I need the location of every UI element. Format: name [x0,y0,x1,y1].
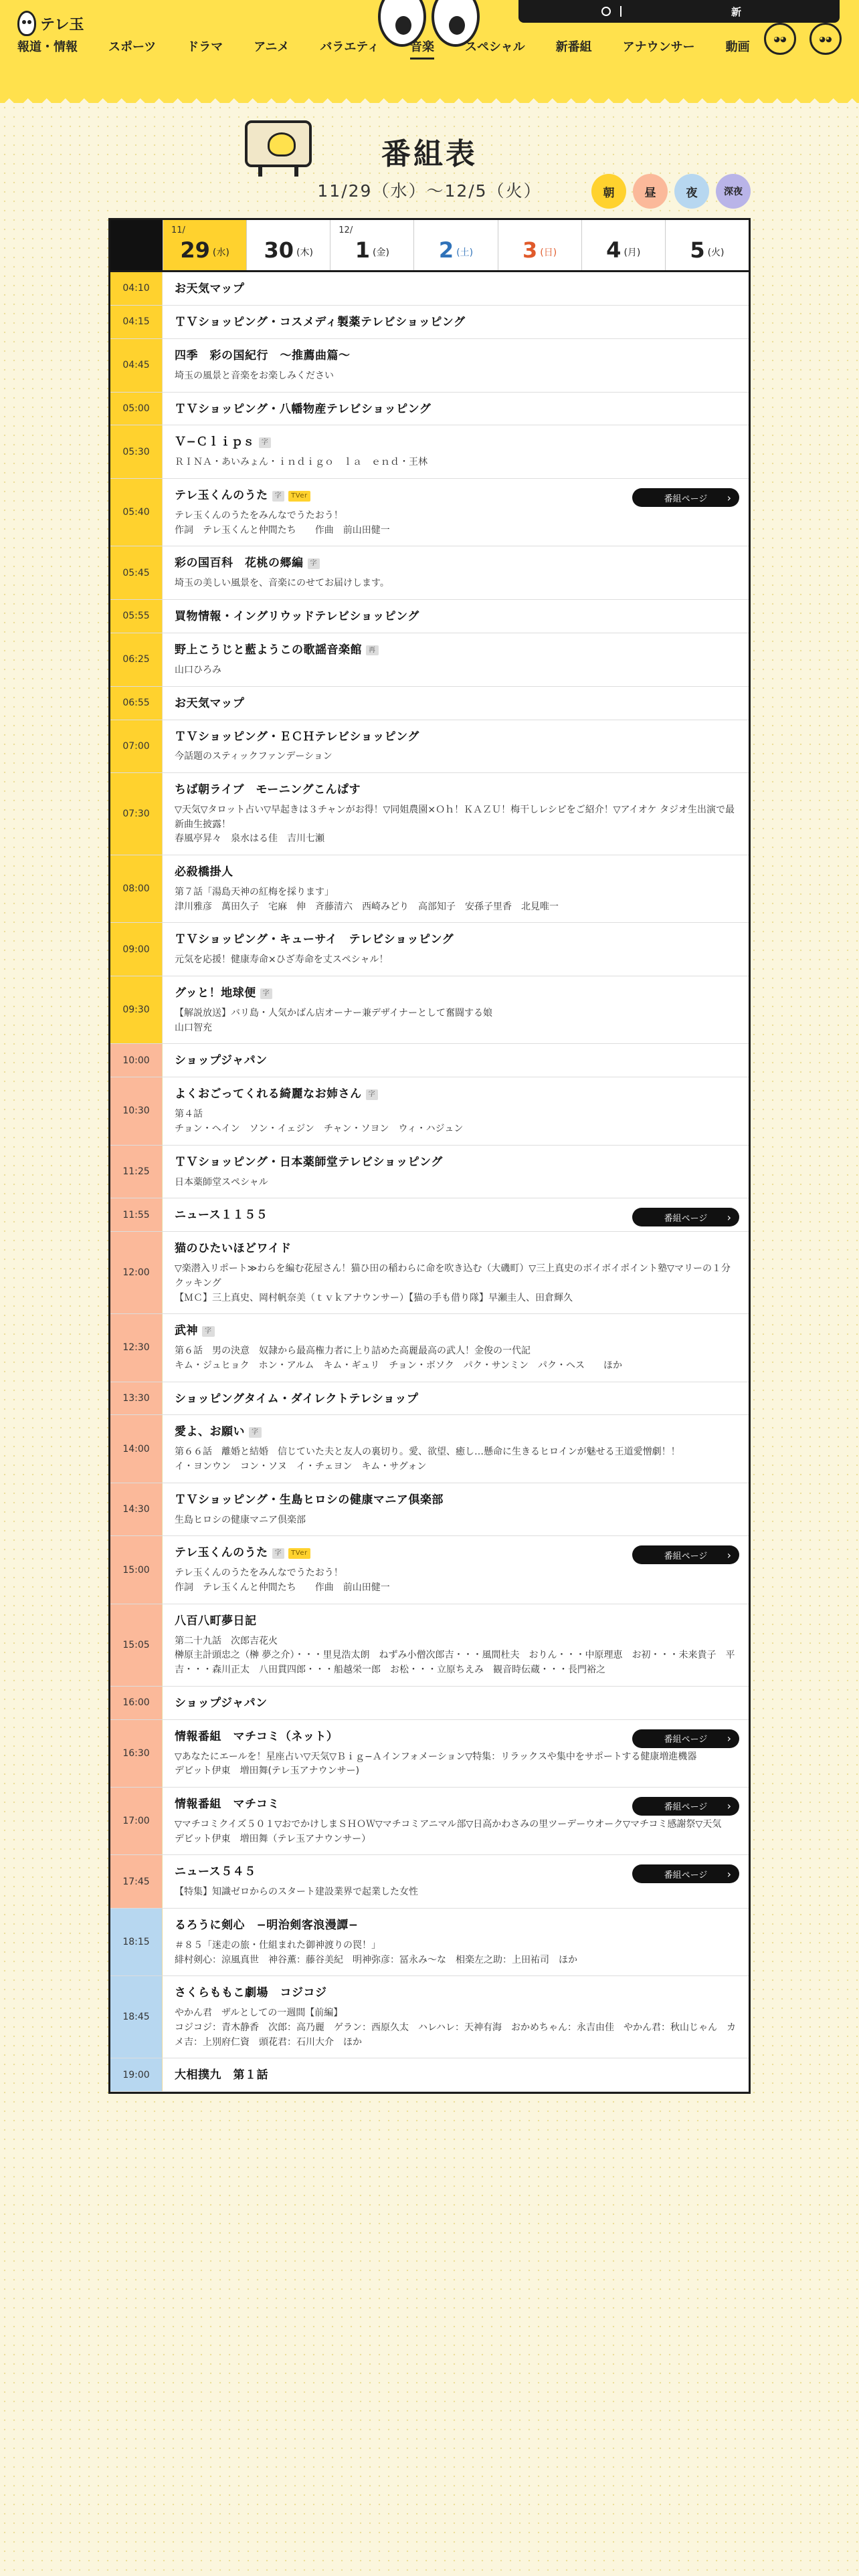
program-time: 13:30 [110,1382,163,1415]
caption-badge: 再 [366,645,379,656]
day-tab[interactable] [330,220,413,270]
program-time: 08:00 [110,855,163,922]
program-row[interactable] [110,1788,749,1855]
program-body [163,1483,749,1536]
caption-badge: 字 [272,491,285,502]
program-row[interactable] [110,923,749,976]
program-description: やかん君 ザルとしての一週間【前編】 [175,2008,343,2019]
program-title[interactable]: ショップジャパン [175,1696,268,1710]
program-row[interactable] [110,393,749,426]
program-time: 14:00 [110,1415,163,1482]
program-title[interactable]: 八百八町夢日記 [175,1614,257,1628]
program-time: 07:30 [110,773,163,855]
program-time: 09:30 [110,976,163,1043]
program-title[interactable]: ＴＶショッピング・コスメディ製薬テレビショッピング [175,315,466,329]
program-time: 17:00 [110,1788,163,1854]
program-title[interactable]: 情報番組 マチコミ [175,1797,280,1811]
program-description: 第４話 [175,1109,203,1120]
time-filter-button[interactable]: 朝 [591,174,626,209]
divider [620,6,622,17]
program-row[interactable] [110,773,749,855]
program-row[interactable] [110,306,749,339]
program-body [163,855,749,922]
program-time: 17:45 [110,1855,163,1908]
day-tab[interactable] [163,220,246,270]
day-tab-weekday: (月) [624,247,641,258]
program-row[interactable] [110,1198,749,1232]
program-body [163,393,749,425]
program-row[interactable] [110,720,749,774]
nav-item[interactable]: スポーツ [108,40,157,54]
program-body [163,1382,749,1415]
day-tab-weekday: (水) [212,247,229,258]
program-row[interactable] [110,855,749,923]
program-row[interactable] [110,272,749,306]
program-cast: コジコジ：青木静香 次郎：高乃麗 ゲラン：西原久太 ハレハレ：天神有海 おかめちゃん：永吉由佳 やかん君：秋山じゃん カメ吉：上別府仁資 頭花君：石川大介 ほか [175,2022,737,2048]
program-row[interactable] [110,687,749,720]
program-time: 19:00 [110,2058,163,2091]
program-title[interactable]: ニュース１１５５ [175,1208,268,1222]
program-row[interactable] [110,339,749,393]
program-title[interactable]: るろうに剣心 −明治剣客浪漫譚− [175,1918,359,1932]
day-tab-date: 5 [690,237,705,263]
global-nav [17,37,750,60]
site-header [0,0,859,94]
program-page-button[interactable]: 番組ページ › [632,1864,739,1883]
program-body [163,1536,749,1603]
program-time: 09:00 [110,923,163,976]
program-row[interactable] [110,1720,749,1788]
program-description: 第６話 男の決意 奴隷から最高権力者に上り詰めた高麗最高の武人！金俊の一代記 [175,1346,531,1357]
nav-item[interactable]: バラエティ [320,40,379,54]
program-description: ▽楽潜入リポート≫わらを編む花屋さん！猫ひ田の稲わらに命を吹き込む（大磯町）▽三上真史のボイボイポイント塾▽マリーの１分クッキング [175,1263,731,1289]
program-time: 05:55 [110,600,163,633]
program-description: 埼玉の美しい風景を、音楽にのせてお届けします。 [175,578,389,589]
program-body [163,1909,749,1975]
day-tab-date: 29 [180,237,210,263]
program-time: 05:40 [110,479,163,546]
program-row[interactable] [110,1382,749,1416]
program-time: 05:00 [110,393,163,425]
day-tab-weekday: (木) [296,247,313,258]
program-row[interactable] [110,2058,749,2092]
program-title[interactable]: 武神 字 [175,1323,737,1339]
program-time: 15:00 [110,1536,163,1603]
program-body [163,1146,749,1198]
program-time: 04:10 [110,272,163,305]
program-body [163,1720,749,1787]
program-list [110,272,749,2092]
program-time: 10:00 [110,1044,163,1077]
caption-badge: 字 [260,988,273,999]
program-cast: 山口智充 [175,1022,212,1033]
program-cast: 作詞 テレ玉くんと仲間たち 作曲 前山田健一 [175,524,390,536]
program-description: 第７話「湯島天神の紅梅を採ります」 [175,887,334,898]
nav-item[interactable]: アナウンサー [622,40,695,54]
program-title[interactable]: 愛よ、お願い 字 [175,1424,737,1440]
program-time: 18:45 [110,1976,163,2058]
program-cast: 春風亭昇々 泉水はる佳 吉川七瀬 [175,833,324,845]
logo-mascot-icon [17,11,36,36]
program-time: 16:30 [110,1720,163,1787]
program-title[interactable]: Ｖ−Ｃｌｉｐｓ 字 [175,435,737,450]
program-row[interactable] [110,600,749,633]
program-body [163,773,749,855]
program-body [163,1604,749,1686]
program-time: 12:00 [110,1232,163,1313]
program-time: 11:25 [110,1146,163,1198]
site-logo[interactable] [17,11,84,36]
day-tab-weekday: (日) [540,247,557,258]
program-cast: 【ＭＣ】三上真史、岡村帆奈美（ｔｖｋアナウンサー）【猫の手も借り隊】早瀬圭人、田倉輝久 [175,1292,573,1303]
time-filters [591,174,751,209]
program-row[interactable] [110,1855,749,1909]
program-description: 山口ひろみ [175,664,221,675]
program-cast: デビット伊東 増田舞(テレ玉アナウンサー) [175,1765,360,1777]
program-row[interactable] [110,1077,749,1145]
program-title[interactable]: ＴＶショッピング・キューサイ テレビショッピング [175,933,454,947]
program-body [163,272,749,305]
program-body [163,1855,749,1908]
nav-item[interactable]: 動画 [725,40,750,54]
program-row[interactable] [110,1687,749,1720]
program-row[interactable] [110,1314,749,1382]
program-title[interactable]: 情報番組 マチコミ（ネット） [175,1729,339,1743]
day-tabs [110,220,749,272]
program-time: 14:30 [110,1483,163,1536]
program-schedule [108,218,751,2094]
program-title[interactable]: ＴＶショッピング・生島ヒロシの健康マニア倶楽部 [175,1493,444,1507]
program-description: 今話題のスティックファンデーション [175,751,332,762]
caption-badge: 字 [366,1089,379,1100]
program-time: 04:45 [110,339,163,392]
program-row[interactable] [110,1976,749,2058]
program-row[interactable] [110,1146,749,1199]
program-row[interactable] [110,546,749,600]
program-description: 【特集】知識ゼロからのスタート建設業界で起業した女性 [175,1887,418,1898]
program-cast: 緋村剣心：涼風真世 神谷薫：藤谷美紀 明神弥彦：冨永み〜な 相楽左之助：上田祐司 ほか [175,1954,577,1965]
program-title[interactable]: ちば朝ライブ モーニングこんぱす [175,783,361,797]
program-time: 06:55 [110,687,163,720]
program-body [163,339,749,392]
program-time: 16:00 [110,1687,163,1719]
day-tab[interactable] [665,220,749,270]
mascot-link-2[interactable] [809,23,842,55]
day-tab-weekday: (土) [456,247,474,258]
day-tabs-corner [110,220,163,270]
program-row[interactable] [110,1483,749,1537]
day-tab-month: 11/ [171,225,185,235]
day-tab[interactable] [246,220,330,270]
program-page-button[interactable]: 番組ページ › [632,1208,739,1226]
program-body [163,1415,749,1482]
day-tab[interactable] [413,220,497,270]
program-row[interactable] [110,1044,749,1077]
program-body [163,2058,749,2091]
date-range: 11/29（水）〜12/5（火） [317,181,542,201]
program-row[interactable] [110,1604,749,1687]
program-title[interactable]: テレ玉くんのうた 字 TVer [175,1545,737,1561]
program-body [163,306,749,338]
program-title[interactable]: さくらももこ劇場 コジコジ [175,1986,327,2000]
program-body [163,600,749,633]
program-row[interactable] [110,1536,749,1604]
program-title[interactable]: 野上こうじと藍ようこの歌謡音楽館 再 [175,643,737,658]
day-tab[interactable] [581,220,665,270]
program-row[interactable] [110,479,749,546]
program-title[interactable]: グッと！地球便 字 [175,986,737,1001]
day-tab-date: 2 [438,237,454,263]
program-description: テレ玉くんのうたをみんなでうたおう！ [175,1568,343,1579]
program-row[interactable] [110,976,749,1044]
clock-icon[interactable] [601,7,611,16]
program-body [163,1044,749,1077]
caption-badge: 字 [259,437,272,448]
program-title[interactable]: 必殺橋掛人 [175,865,233,879]
program-title[interactable]: ニュース５４５ [175,1865,256,1879]
program-body [163,633,749,686]
program-cast: 榊原主計頭忠之（榊 夢之介）・・・里見浩太朗 ねずみ小僧次郎吉・・・風間杜夫 おりん・・・中原理恵 お初・・・未来貴子 平吉・・・森川正太 八田貫四郎・・・船越栄一郎 お松・・・立原ちえみ 観音時伝蔵・・・長門裕之 [175,1650,735,1675]
program-time: 10:30 [110,1077,163,1144]
nav-item[interactable]: 音楽 [410,37,434,60]
program-title[interactable]: ＴＶショッピング・日本薬師堂テレビショッピング [175,1155,443,1169]
program-cast: 作詞 テレ玉くんと仲間たち 作曲 前山田健一 [175,1582,390,1593]
program-body [163,923,749,976]
program-description: ＃８５「迷走の旅・仕組まれた御神渡りの罠！」 [175,1939,381,1951]
program-title[interactable]: お天気マップ [175,282,245,296]
program-cast: チョン・ヘイン ソン・イェジン チャン・ソヨン ウィ・ハジュン [175,1123,464,1134]
program-page-button[interactable]: 番組ページ › [632,1797,739,1816]
program-body [163,1077,749,1144]
program-description: 日本薬師堂スペシャル [175,1176,268,1188]
caption-badge: 字 [308,558,320,569]
program-title[interactable]: テレ玉くんのうた 字 TVer [175,488,737,504]
program-description: ▽あなたにエールを！星座占い▽天気▽Ｂｉｇ−Ａインフォメーション▽特集：リラックスや集中をサポートする健康増進機器 [175,1751,697,1762]
logo-text: テレ玉 [40,16,84,33]
day-tab-weekday: (金) [373,247,389,258]
program-page-button[interactable]: 番組ページ › [632,1729,739,1748]
program-description: 生島ヒロシの健康マニア倶楽部 [175,1514,306,1525]
program-body [163,425,749,478]
program-title[interactable]: ショッピングタイム・ダイレクトテレショップ [175,1392,419,1406]
program-body [163,1788,749,1854]
tver-badge: TVer [288,1548,310,1559]
program-body [163,1314,749,1381]
program-title[interactable]: 彩の国百科 花桃の郷編 字 [175,556,737,571]
program-body [163,479,749,546]
program-time: 15:05 [110,1604,163,1686]
program-body [163,976,749,1043]
day-tab-date: 30 [264,237,294,263]
program-row[interactable] [110,1415,749,1483]
page-title: 番組表 [381,137,478,171]
program-row[interactable] [110,1909,749,1976]
nav-item[interactable]: 新番組 [555,40,592,54]
program-row[interactable] [110,633,749,687]
program-body [163,687,749,720]
program-description: 第二十九話 次郎吉花火 [175,1635,278,1646]
program-description: ▽マチコミクイズ５０１▽おでかけしまＳＨＯＷ▽マチコミアニマル部▽日高かわさみの里ツーデーウオーク▽マチコミ感謝祭▽天気 [175,1818,722,1830]
day-tab[interactable] [498,220,581,270]
nav-item[interactable]: ドラマ [187,40,223,54]
program-time: 06:25 [110,633,163,686]
title-block [0,112,859,213]
program-time: 07:00 [110,720,163,773]
program-time: 12:30 [110,1314,163,1381]
caption-badge: 字 [249,1427,262,1438]
program-description: 第６６話 離婚と結婚 信じていた夫と友人の裏切り。愛、欲望、癒し…懸命に生きるヒロインが魅せる王道愛憎劇！！ [175,1446,680,1458]
program-body [163,1687,749,1719]
program-body [163,1232,749,1313]
program-page-button[interactable]: 番組ページ › [632,488,739,507]
program-description: 元気を応援！健康寿命×ひざ寿命を丈スペシャル！ [175,954,389,966]
time-filter-button[interactable]: 夜 [674,174,709,209]
program-time: 05:45 [110,546,163,599]
program-description: テレ玉くんのうたをみんなでうたおう！ [175,510,343,521]
program-cast: デビット伊東 増田舞（テレ玉アナウンサー） [175,1833,371,1844]
program-title[interactable]: ショップジャパン [175,1054,268,1068]
program-cast: キム・ジュヒョク ホン・アルム キム・ギュリ チョン・ボソク パク・サンミン パク・ヘス ほか [175,1360,623,1371]
program-description: 【解説放送】バリ島・人気かばん店オーナー兼デザイナーとして奮闘する娘 [175,1008,493,1018]
program-title[interactable]: 大相撲九 第１話 [175,2068,268,2082]
header-icons [764,23,842,55]
day-tab-date: 1 [355,237,371,263]
program-row[interactable] [110,1232,749,1314]
day-tab-month: 12/ [339,225,353,235]
program-page-button[interactable]: 番組ページ › [632,1545,739,1564]
mascot-face-icon: ◕◕ [809,23,842,55]
mascot-link-1[interactable] [764,23,796,55]
program-title[interactable]: 四季 彩の国紀行 〜推薦曲篇〜 [175,348,351,362]
day-tab-date: 4 [606,237,622,263]
nav-item[interactable]: 報道・情報 [17,40,78,54]
caption-badge: 字 [202,1326,215,1337]
caption-badge: 字 [272,1548,285,1559]
time-filter-button[interactable]: 深夜 [716,174,751,209]
tver-badge: TVer [288,491,310,502]
program-description: ▽天気▽タロット占い▽早起きは３チャンがお得！▽同姐農園×Ｏｈ！ＫＡＺＵ！梅干しレシピをご紹介！▽アイオケ タジオ生出演で最新曲生披露！ [175,804,735,830]
program-cast: イ・ヨンウン コン・ソヌ イ・チェヨン キム・サグォン [175,1461,427,1473]
day-tab-weekday: (火) [707,247,725,258]
program-body [163,1976,749,2058]
program-title[interactable]: 買物情報・イングリウッドテレビショッピング [175,610,419,623]
time-filter-button[interactable]: 昼 [633,174,668,209]
nav-item[interactable]: スペシャル [464,40,525,54]
program-title[interactable]: ＴＶショッピング・ＥＣＨテレビショッピング [175,730,419,744]
program-title[interactable]: 猫のひたいほどワイド [175,1242,292,1256]
program-cast: 津川雅彦 萬田久子 宅麻 伸 斉藤清六 西崎みどり 高部知子 安孫子里香 北見唯一 [175,901,559,912]
program-time: 18:15 [110,1909,163,1975]
program-row[interactable] [110,425,749,479]
day-tab-date: 3 [522,237,538,263]
utility-label[interactable]: 新 [731,5,742,18]
header-utility-bar [518,0,840,23]
program-title[interactable]: お天気マップ [175,696,245,710]
program-time: 11:55 [110,1198,163,1231]
program-title[interactable]: ＴＶショッピング・八幡物産テレビショッピング [175,402,432,416]
program-description: 埼玉の風景と音楽をお楽しみください [175,370,334,381]
program-time: 05:30 [110,425,163,478]
program-description: ＲＩＮＡ・あいみょん・ｉｎｄｉｇｏ ｌａ ｅｎｄ・王林 [175,457,427,468]
program-time: 04:15 [110,306,163,338]
program-body [163,1198,749,1231]
mascot-face-icon: ◕◕ [764,23,796,55]
program-title[interactable]: よくおごってくれる綺麗なお姉さん 字 [175,1087,737,1102]
nav-item[interactable]: アニメ [254,40,290,54]
program-body [163,546,749,599]
program-body [163,720,749,773]
